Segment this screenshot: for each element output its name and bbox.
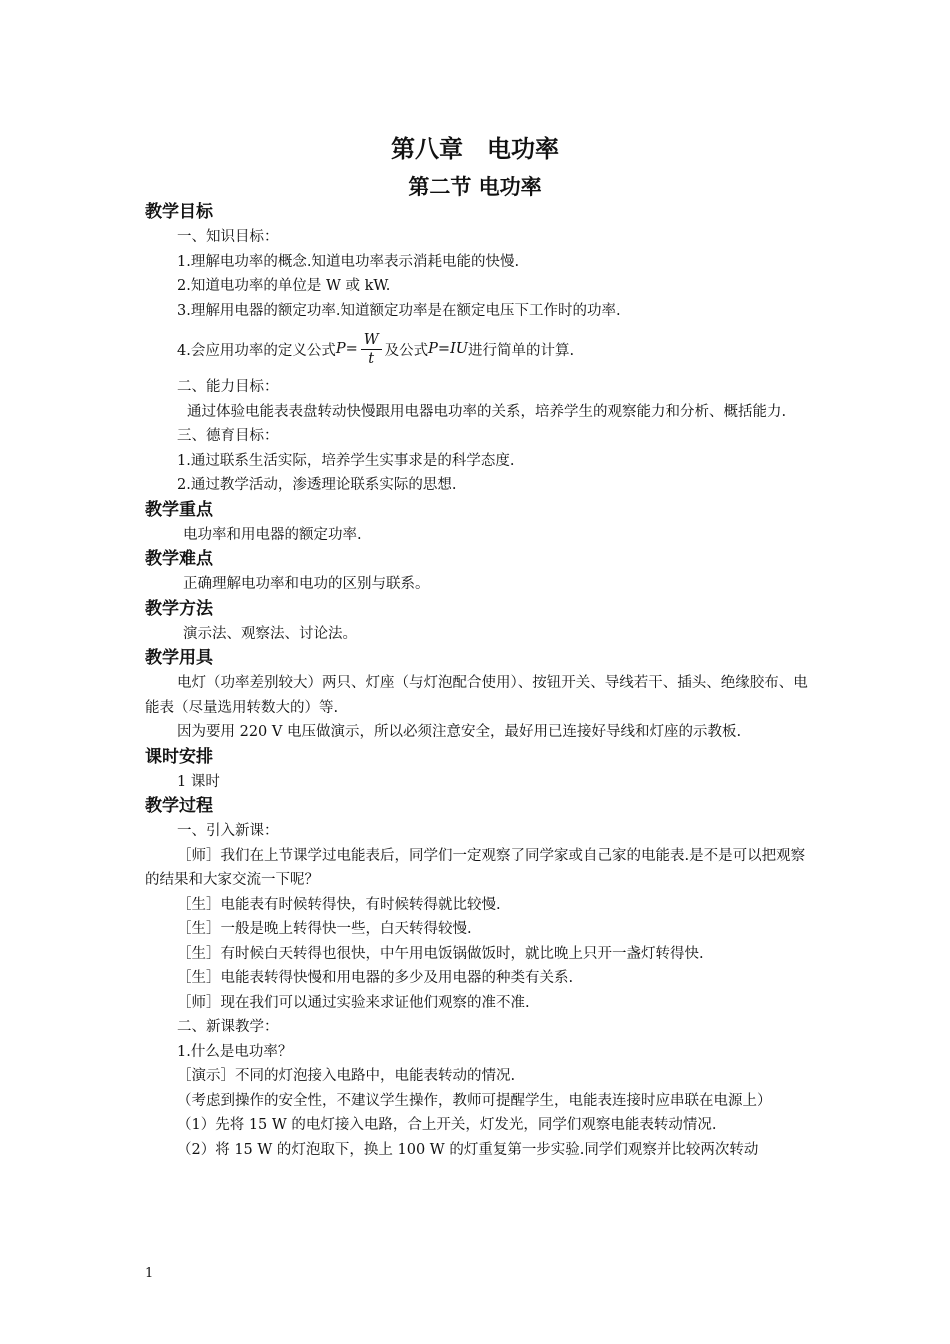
dialogue-line-4: ［生］有时候白天转得也很快，中午用电饭锅做饭时，就比晚上只开一盏灯转得快. [177, 945, 704, 962]
schedule-heading: 课时安排 [145, 746, 213, 767]
difficulties-heading: 教学难点 [145, 549, 213, 569]
document-body [145, 200, 810, 1162]
step-2: （2）将 15 W 的灯泡取下，换上 100 W 的灯重复第一步实验.同学们观察并比较两次转动 [177, 1141, 759, 1158]
dialogue-line-5: ［生］电能表转得快慢和用电器的多少及用电器的种类有关系. [177, 970, 574, 986]
new-lesson-heading: 二、新课教学： [177, 1019, 279, 1035]
dialogue-line-2: ［生］电能表有时候转得快，有时候转得就比较慢. [177, 896, 501, 913]
knowledge-item-1: 1.理解电功率的概念.知道电功率表示消耗电能的快慢. [177, 253, 520, 270]
schedule-text: 1 课时 [177, 773, 220, 790]
section-title: 第二节 电功率 [408, 175, 542, 199]
ability-heading: 二、能力目标： [177, 379, 279, 395]
formula-p: P [335, 341, 346, 357]
fraction-denominator: t [368, 350, 375, 367]
key-points-heading: 教学重点 [145, 499, 213, 520]
ability-text: 通过体验电能表表盘转动快慢跟用电器电功率的关系，培养学生的观察能力和分析、概括能力. [187, 403, 787, 420]
goals-heading: 教学目标 [145, 202, 213, 222]
fraction-numerator: W [361, 331, 382, 350]
dialogue-line-6: ［师］现在我们可以通过实验来求证他们观察的准不准. [177, 994, 530, 1011]
tools-text-2: 因为要用 220 V 电压做演示，所以必须注意安全，最好用已连接好导线和灯座的示教板. [177, 724, 742, 740]
formula-fraction [361, 331, 382, 368]
knowledge-item-4-middle: 及公式 [384, 342, 429, 359]
knowledge-item-4-prefix: 4.会应用功率的定义公式 [177, 342, 336, 359]
moral-item-2: 2.通过教学活动，渗透理论联系实际的思想. [177, 477, 457, 493]
knowledge-item-4-suffix: 进行简单的计算. [468, 342, 575, 359]
difficulties-text: 正确理解电功率和电功的区别与联系。 [183, 576, 430, 592]
key-points-text: 电功率和用电器的额定功率. [183, 526, 362, 543]
methods-heading: 教学方法 [145, 598, 213, 619]
knowledge-heading: 一、知识目标： [177, 229, 279, 245]
process-heading: 教学过程 [145, 796, 213, 816]
safety-note: （考虑到操作的安全性，不建议学生操作，教师可提醒学生，电能表连接时应串联在电源上） [177, 1092, 772, 1109]
intro-heading: 一、引入新课： [177, 823, 279, 839]
formula-equals: = [345, 341, 358, 357]
knowledge-item-2: 2.知道电功率的单位是 W 或 kW. [177, 278, 391, 294]
moral-heading: 三、德育目标： [177, 428, 279, 444]
knowledge-item-4 [145, 323, 810, 375]
methods-text: 演示法、观察法、讨论法。 [183, 625, 357, 642]
formula-piu: P=IU [428, 341, 469, 357]
page-number: 1 [145, 1266, 154, 1281]
chapter-title: 第八章 电功率 [391, 135, 559, 163]
tools-text-1: 电灯（功率差别较大）两只、灯座（与灯泡配合使用）、按钮开关、导线若干、插头、绝缘胶布、电能表（尽量选用转数大的）等. [145, 675, 808, 716]
tools-heading: 教学用具 [145, 648, 213, 668]
dialogue-line-3: ［生］一般是晚上转得快一些，白天转得较慢. [177, 921, 472, 937]
dialogue-line-1: ［师］我们在上节课学过电能表后，同学们一定观察了同学家或自己家的电能表.是不是可以把观察的结果和大家交流一下呢？ [145, 847, 806, 888]
step-1: （1）先将 15 W 的电灯接入电路，合上开关，灯发光，同学们观察电能表转动情况. [177, 1117, 717, 1133]
demo-text: ［演示］不同的灯泡接入电路中，电能表转动的情况. [177, 1068, 516, 1084]
moral-item-1: 1.通过联系生活实际，培养学生实事求是的科学态度. [177, 452, 515, 469]
knowledge-item-3: 3.理解用电器的额定功率.知道额定功率是在额定电压下工作时的功率. [177, 302, 621, 319]
question-1: 1.什么是电功率？ [177, 1043, 293, 1060]
